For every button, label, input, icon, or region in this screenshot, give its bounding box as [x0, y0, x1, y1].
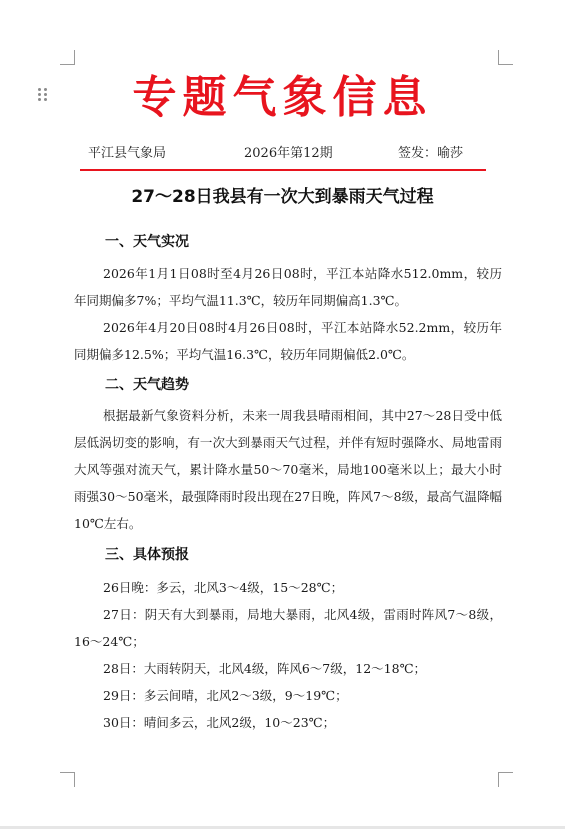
- issue-info-line: [88, 144, 480, 164]
- page-corner-mark: [498, 50, 513, 65]
- paragraph: 根据最新气象资料分析，未来一周我县晴雨相间，其中27～28日受中低层低涡切变的影响，有一次大到暴雨天气过程，并伴有短时强降水、局地雷雨大风等强对流天气，累计降水量50～70毫米，局地100毫米以上；最大小时雨强30～50毫米，最强降雨时段出现在27日晚，阵风7～8级，最高气温降幅10℃左右。: [74, 408, 502, 531]
- forecast-line: 27日：阴天有大到暴雨，局地大暴雨，北风4级，雷雨时阵风7～8级，16～24℃；: [74, 607, 502, 649]
- document-body: [74, 229, 502, 736]
- page-corner-mark: [498, 772, 513, 787]
- drag-handle-icon[interactable]: [38, 88, 48, 102]
- paragraph: 2026年1月1日08时至4月26日08时，平江本站降水512.0mm，较历年同期偏多7%；平均气温11.3℃，较历年同期偏高1.3℃。: [74, 266, 502, 308]
- signer: 签发：喻莎: [398, 146, 464, 161]
- red-divider: [80, 169, 486, 171]
- section-heading: 二、天气趋势: [105, 377, 189, 393]
- paragraph: 2026年4月20日08时4月26日08时，平江本站降水52.2mm，较历年同期偏多12.5%；平均气温16.3℃，较历年同期偏低2.0℃。: [74, 320, 502, 362]
- page-corner-mark: [60, 772, 75, 787]
- forecast-line: 29日：多云间晴，北风2～3级，9～19℃；: [103, 688, 348, 703]
- document-title: 27～28日我县有一次大到暴雨天气过程: [131, 187, 434, 207]
- section-heading: 三、具体预报: [105, 547, 189, 563]
- issuing-agency: 平江县气象局: [88, 146, 167, 161]
- forecast-line: 28日：大雨转阴天，北风4级，阵风6～7级，12～18℃；: [103, 661, 427, 676]
- forecast-line: 30日：晴间多云，北风2级，10～23℃；: [103, 715, 336, 730]
- section-heading: 一、天气实况: [105, 234, 189, 250]
- issue-number: 2026年第12期: [244, 146, 333, 161]
- masthead-title: 专题气象信息: [132, 72, 433, 123]
- page-corner-mark: [60, 50, 75, 65]
- forecast-line: 26日晚：多云，北风3～4级，15～28℃；: [103, 580, 344, 595]
